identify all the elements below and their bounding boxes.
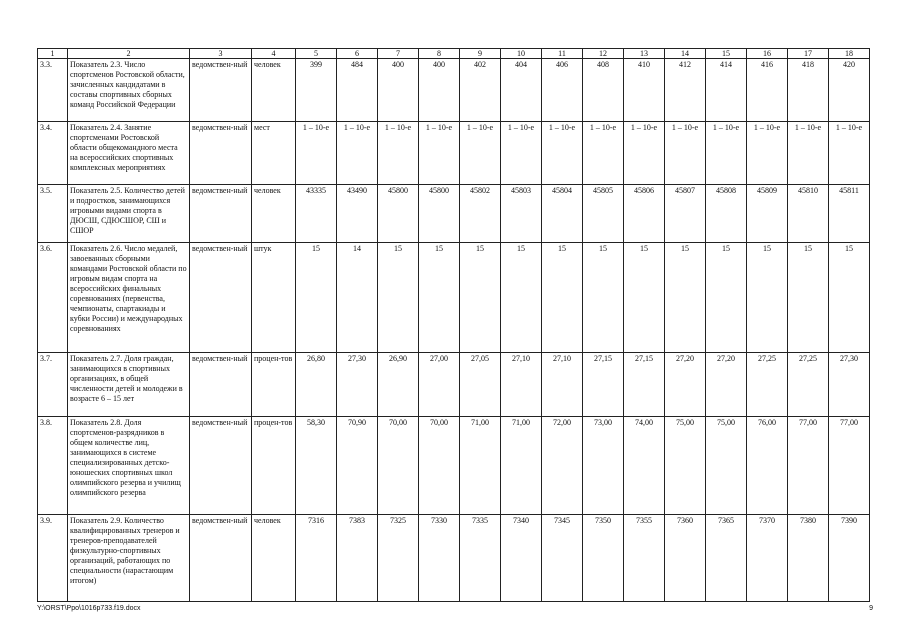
unit-cell: процен-тов — [252, 353, 296, 417]
value-cell: 43335 — [296, 185, 337, 243]
table-row — [38, 185, 870, 243]
value-cell: 416 — [747, 59, 788, 122]
value-cell: 7365 — [706, 515, 747, 602]
value-cell: 45809 — [747, 185, 788, 243]
value-cell: 484 — [337, 59, 378, 122]
value-cell: 71,00 — [460, 417, 501, 515]
column-number-cell: 13 — [624, 49, 665, 59]
indicator-name-cell: Показатель 2.3. Число спортсменов Ростовской области, зачисленных кандидатами в составы спортивных сборных команд Российской Федерации — [68, 59, 190, 122]
value-cell: 72,00 — [542, 417, 583, 515]
unit-cell: мест — [252, 122, 296, 185]
source-cell: ведомствен-ный — [190, 185, 252, 243]
table-row — [38, 515, 870, 602]
indicator-name-cell: Показатель 2.9. Количество квалифицированных тренеров и тренеров-преподавателей физкультурно-спортивных организаций, работающих по специальности (нарастающим итогом) — [68, 515, 190, 602]
column-number-cell: 5 — [296, 49, 337, 59]
value-cell: 1 – 10-е — [706, 122, 747, 185]
value-cell: 7345 — [542, 515, 583, 602]
value-cell: 75,00 — [665, 417, 706, 515]
value-cell: 45806 — [624, 185, 665, 243]
value-cell: 27,05 — [460, 353, 501, 417]
value-cell: 58,30 — [296, 417, 337, 515]
table-row — [38, 243, 870, 353]
value-cell: 1 – 10-е — [337, 122, 378, 185]
column-number-cell: 7 — [378, 49, 419, 59]
source-cell: ведомствен-ный — [190, 243, 252, 353]
value-cell: 412 — [665, 59, 706, 122]
value-cell: 400 — [378, 59, 419, 122]
value-cell: 45811 — [829, 185, 870, 243]
value-cell: 71,00 — [501, 417, 542, 515]
value-cell: 45804 — [542, 185, 583, 243]
column-number-cell: 10 — [501, 49, 542, 59]
value-cell: 45810 — [788, 185, 829, 243]
value-cell: 420 — [829, 59, 870, 122]
value-cell: 27,25 — [747, 353, 788, 417]
value-cell: 7380 — [788, 515, 829, 602]
column-number-cell: 14 — [665, 49, 706, 59]
value-cell: 27,20 — [665, 353, 706, 417]
value-cell: 27,30 — [337, 353, 378, 417]
indicators-table — [37, 48, 870, 602]
table-row — [38, 353, 870, 417]
value-cell: 70,00 — [419, 417, 460, 515]
column-number-cell: 2 — [68, 49, 190, 59]
value-cell: 27,10 — [501, 353, 542, 417]
value-cell: 7330 — [419, 515, 460, 602]
unit-cell: человек — [252, 185, 296, 243]
value-cell: 15 — [583, 243, 624, 353]
value-cell: 45802 — [460, 185, 501, 243]
value-cell: 399 — [296, 59, 337, 122]
file-path: Y:\ORST\Ppo\1016p733.f19.docx — [37, 605, 141, 612]
value-cell: 1 – 10-е — [583, 122, 624, 185]
value-cell: 15 — [665, 243, 706, 353]
column-number-cell: 6 — [337, 49, 378, 59]
value-cell: 15 — [624, 243, 665, 353]
row-number-cell: 3.4. — [38, 122, 68, 185]
row-number-cell: 3.3. — [38, 59, 68, 122]
table-body — [38, 49, 870, 602]
value-cell: 43490 — [337, 185, 378, 243]
value-cell: 15 — [542, 243, 583, 353]
value-cell: 1 – 10-е — [296, 122, 337, 185]
row-number-cell: 3.7. — [38, 353, 68, 417]
value-cell: 7390 — [829, 515, 870, 602]
page-number: 9 — [869, 605, 873, 612]
column-number-cell: 17 — [788, 49, 829, 59]
value-cell: 1 – 10-е — [829, 122, 870, 185]
value-cell: 14 — [337, 243, 378, 353]
value-cell: 73,00 — [583, 417, 624, 515]
source-cell: ведомствен-ный — [190, 122, 252, 185]
value-cell: 76,00 — [747, 417, 788, 515]
value-cell: 26,90 — [378, 353, 419, 417]
value-cell: 1 – 10-е — [788, 122, 829, 185]
column-number-cell: 16 — [747, 49, 788, 59]
value-cell: 27,15 — [624, 353, 665, 417]
value-cell: 77,00 — [829, 417, 870, 515]
value-cell: 15 — [460, 243, 501, 353]
value-cell: 7370 — [747, 515, 788, 602]
value-cell: 1 – 10-е — [501, 122, 542, 185]
column-number-cell: 3 — [190, 49, 252, 59]
source-cell: ведомствен-ный — [190, 59, 252, 122]
value-cell: 45805 — [583, 185, 624, 243]
value-cell: 1 – 10-е — [378, 122, 419, 185]
value-cell: 45808 — [706, 185, 747, 243]
value-cell: 418 — [788, 59, 829, 122]
table-row — [38, 417, 870, 515]
value-cell: 45803 — [501, 185, 542, 243]
table-row — [38, 122, 870, 185]
column-number-cell: 1 — [38, 49, 68, 59]
value-cell: 408 — [583, 59, 624, 122]
source-cell: ведомствен-ный — [190, 515, 252, 602]
value-cell: 15 — [788, 243, 829, 353]
value-cell: 414 — [706, 59, 747, 122]
value-cell: 15 — [378, 243, 419, 353]
indicator-name-cell: Показатель 2.8. Доля спортсменов-разрядников в общем количестве лиц, занимающихся в системе специализированных детско-юношеских спортивных школ олимпийского резерва и училищ олимпийского резерва — [68, 417, 190, 515]
value-cell: 7340 — [501, 515, 542, 602]
indicator-name-cell: Показатель 2.4. Занятие спортсменами Ростовской области общекомандного места на всероссийских спортивных комплексных мероприятиях — [68, 122, 190, 185]
value-cell: 1 – 10-е — [624, 122, 665, 185]
source-cell: ведомствен-ный — [190, 417, 252, 515]
document-page — [37, 48, 869, 602]
value-cell: 15 — [706, 243, 747, 353]
value-cell: 1 – 10-е — [665, 122, 706, 185]
source-cell: ведомствен-ный — [190, 353, 252, 417]
value-cell: 15 — [829, 243, 870, 353]
column-number-cell: 9 — [460, 49, 501, 59]
column-number-cell: 11 — [542, 49, 583, 59]
column-number-row — [38, 49, 870, 59]
value-cell: 1 – 10-е — [747, 122, 788, 185]
value-cell: 45800 — [419, 185, 460, 243]
value-cell: 70,90 — [337, 417, 378, 515]
indicator-name-cell: Показатель 2.7. Доля граждан, занимающихся в спортивных организациях, в общей численности детей и молодежи в возрасте 6 – 15 лет — [68, 353, 190, 417]
indicator-name-cell: Показатель 2.6. Число медалей, завоеванных сборными командами Ростовской области по игровым видам спорта на всероссийских финальных соревнованиях (первенства, чемпионаты, спартакиады и кубки России) и международных соревнованиях — [68, 243, 190, 353]
value-cell: 410 — [624, 59, 665, 122]
value-cell: 27,00 — [419, 353, 460, 417]
value-cell: 1 – 10-е — [542, 122, 583, 185]
value-cell: 27,30 — [829, 353, 870, 417]
unit-cell: человек — [252, 59, 296, 122]
value-cell: 27,15 — [583, 353, 624, 417]
value-cell: 77,00 — [788, 417, 829, 515]
value-cell: 7316 — [296, 515, 337, 602]
column-number-cell: 18 — [829, 49, 870, 59]
row-number-cell: 3.6. — [38, 243, 68, 353]
unit-cell: человек — [252, 515, 296, 602]
value-cell: 1 – 10-е — [460, 122, 501, 185]
value-cell: 402 — [460, 59, 501, 122]
column-number-cell: 12 — [583, 49, 624, 59]
value-cell: 15 — [419, 243, 460, 353]
value-cell: 26,80 — [296, 353, 337, 417]
value-cell: 70,00 — [378, 417, 419, 515]
value-cell: 27,25 — [788, 353, 829, 417]
value-cell: 404 — [501, 59, 542, 122]
unit-cell: штук — [252, 243, 296, 353]
value-cell: 15 — [296, 243, 337, 353]
value-cell: 7335 — [460, 515, 501, 602]
value-cell: 15 — [501, 243, 542, 353]
unit-cell: процен-тов — [252, 417, 296, 515]
value-cell: 7325 — [378, 515, 419, 602]
value-cell: 7383 — [337, 515, 378, 602]
value-cell: 7350 — [583, 515, 624, 602]
value-cell: 1 – 10-е — [419, 122, 460, 185]
value-cell: 7355 — [624, 515, 665, 602]
value-cell: 27,20 — [706, 353, 747, 417]
column-number-cell: 4 — [252, 49, 296, 59]
value-cell: 45807 — [665, 185, 706, 243]
value-cell: 27,10 — [542, 353, 583, 417]
value-cell: 7360 — [665, 515, 706, 602]
value-cell: 75,00 — [706, 417, 747, 515]
column-number-cell: 15 — [706, 49, 747, 59]
value-cell: 406 — [542, 59, 583, 122]
value-cell: 74,00 — [624, 417, 665, 515]
value-cell: 400 — [419, 59, 460, 122]
column-number-cell: 8 — [419, 49, 460, 59]
value-cell: 15 — [747, 243, 788, 353]
value-cell: 45800 — [378, 185, 419, 243]
row-number-cell: 3.5. — [38, 185, 68, 243]
indicator-name-cell: Показатель 2.5. Количество детей и подростков, занимающихся игровыми видами спорта в ДЮСШ, СДЮСШОР, СШ и СШОР — [68, 185, 190, 243]
row-number-cell: 3.9. — [38, 515, 68, 602]
row-number-cell: 3.8. — [38, 417, 68, 515]
table-row — [38, 59, 870, 122]
